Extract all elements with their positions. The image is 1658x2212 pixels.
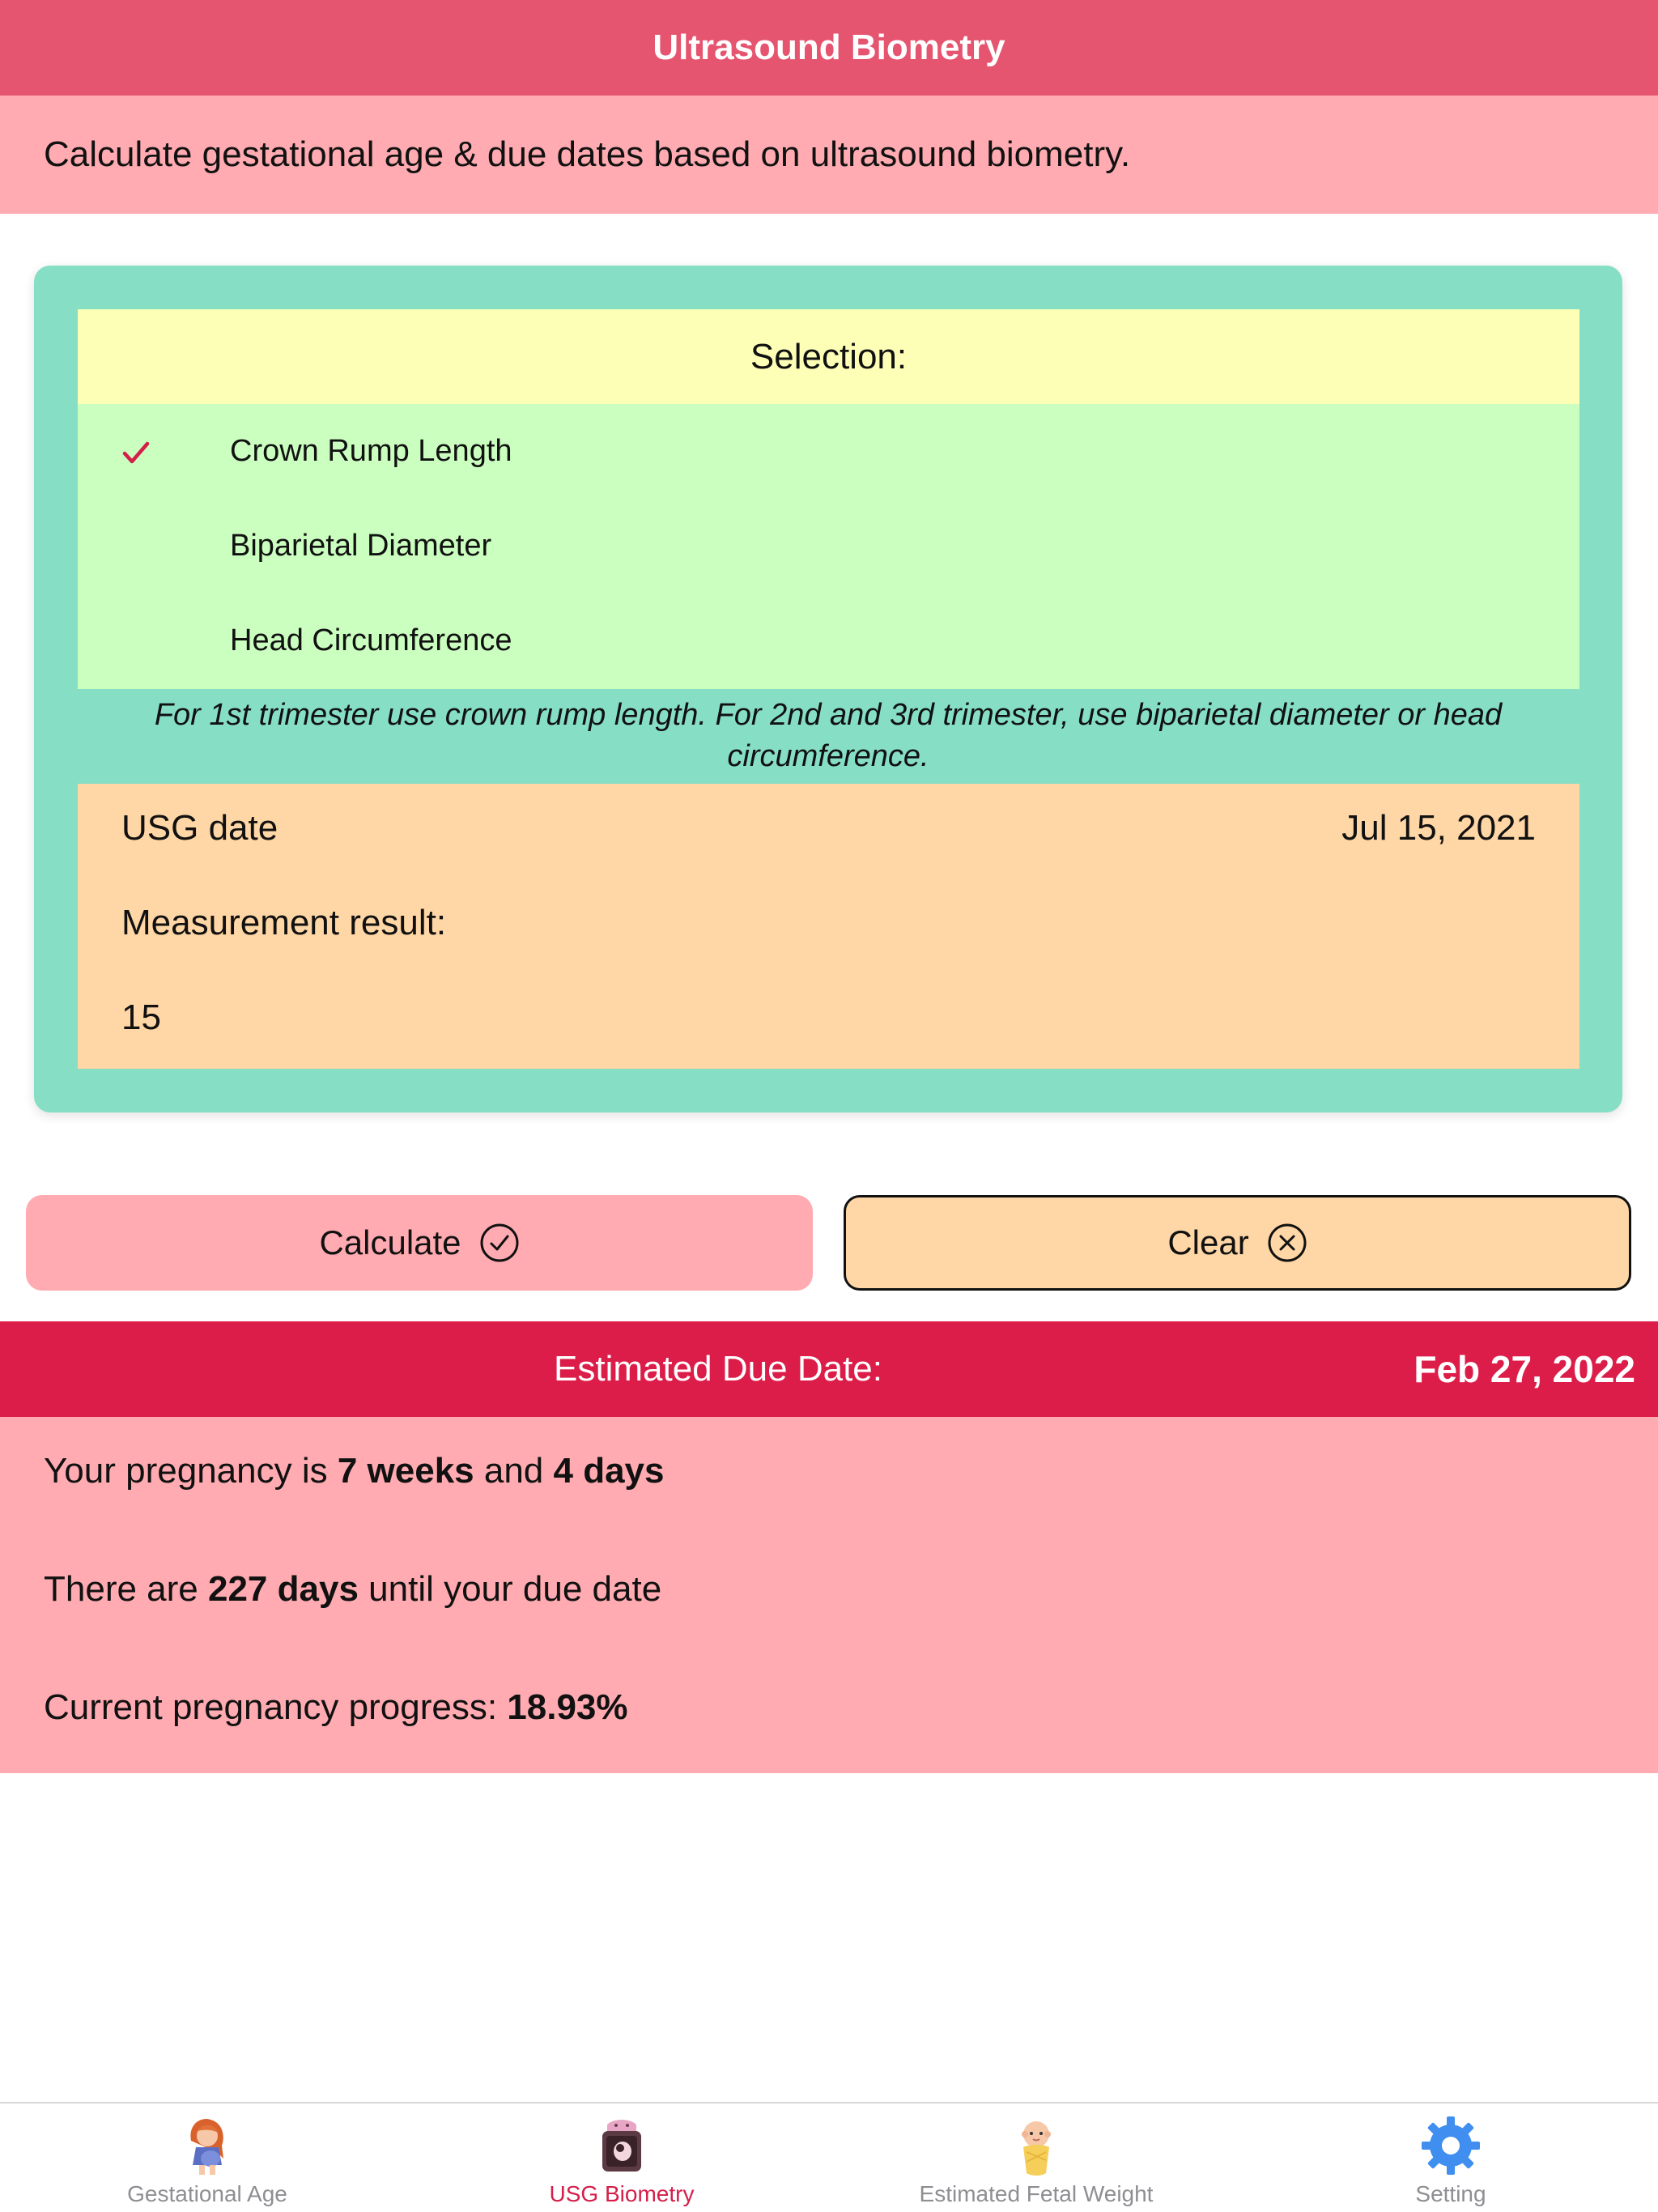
tab-estimated-fetal-weight[interactable] [829,2104,1244,2212]
measurement-label: Measurement result: [121,903,447,942]
nav-bar [0,0,1658,96]
input-panel [78,784,1579,1069]
measurement-value[interactable]: 15 [121,998,161,1037]
check-circle-icon [479,1223,520,1263]
clear-button-label: Clear [1167,1223,1249,1261]
tab-label: USG Biometry [549,2181,695,2206]
selection-list [78,404,1579,689]
option-label: Head Circumference [230,623,512,657]
pregnancy-age-line [44,1451,665,1491]
checkmark-icon [120,436,152,469]
measurement-input[interactable] [121,998,1536,1038]
pregnancy-and: and [474,1451,554,1491]
measurement-row [121,903,1536,943]
pregnancy-prefix: Your pregnancy is [44,1451,338,1491]
gear-icon [1418,2113,1483,2178]
days-until-value: 227 days [207,1569,359,1609]
option-label: Crown Rump Length [230,434,512,468]
biometry-card [34,266,1622,1112]
tab-usg-biometry[interactable] [414,2104,829,2212]
tab-label: Setting [1415,2181,1486,2206]
close-circle-icon [1267,1223,1307,1263]
page-title: Ultrasound Biometry [653,28,1005,67]
trimester-note: For 1st trimester use crown rump length. For 2nd and 3rd trimester, use biparietal diameter or head circumference. [154,698,1503,773]
selection-header-label: Selection: [750,336,908,376]
tab-bar [0,2102,1658,2212]
tab-gestational-age[interactable] [0,2104,414,2212]
tab-setting[interactable] [1244,2104,1658,2212]
progress-line [44,1687,628,1728]
option-head-circumference[interactable] [78,593,1579,688]
clear-button[interactable] [844,1195,1631,1291]
usg-date-value[interactable]: Jul 15, 2021 [1341,808,1536,848]
option-label: Biparietal Diameter [230,529,492,563]
description-text: Calculate gestational age & due dates based on ultrasound biometry. [44,134,1131,174]
calculate-button[interactable] [26,1195,813,1291]
pregnancy-days: 4 days [553,1451,665,1491]
tab-label: Gestational Age [127,2181,287,2206]
tab-label: Estimated Fetal Weight [919,2181,1154,2206]
mother-icon [175,2113,240,2178]
calculate-button-label: Calculate [319,1223,461,1261]
baby-icon [1004,2113,1069,2178]
days-until-prefix: There are [44,1569,208,1609]
progress-value: 18.93% [507,1687,628,1727]
selection-header [78,309,1579,404]
ultrasound-icon [589,2113,654,2178]
option-biparietal-diameter[interactable] [78,499,1579,593]
progress-prefix: Current pregnancy progress: [44,1687,508,1727]
usg-date-row[interactable] [121,808,1536,849]
days-until-suffix: until your due date [358,1569,662,1609]
pregnancy-weeks: 7 weeks [337,1451,474,1491]
due-date-label: Estimated Due Date: [554,1349,882,1389]
due-date-bar [0,1321,1658,1417]
days-until-line [44,1569,661,1610]
result-panel [0,1417,1658,1773]
due-date-value: Feb 27, 2022 [1414,1348,1635,1390]
option-crown-rump-length[interactable] [78,404,1579,499]
description-bar [0,96,1658,214]
usg-date-label: USG date [121,808,278,848]
